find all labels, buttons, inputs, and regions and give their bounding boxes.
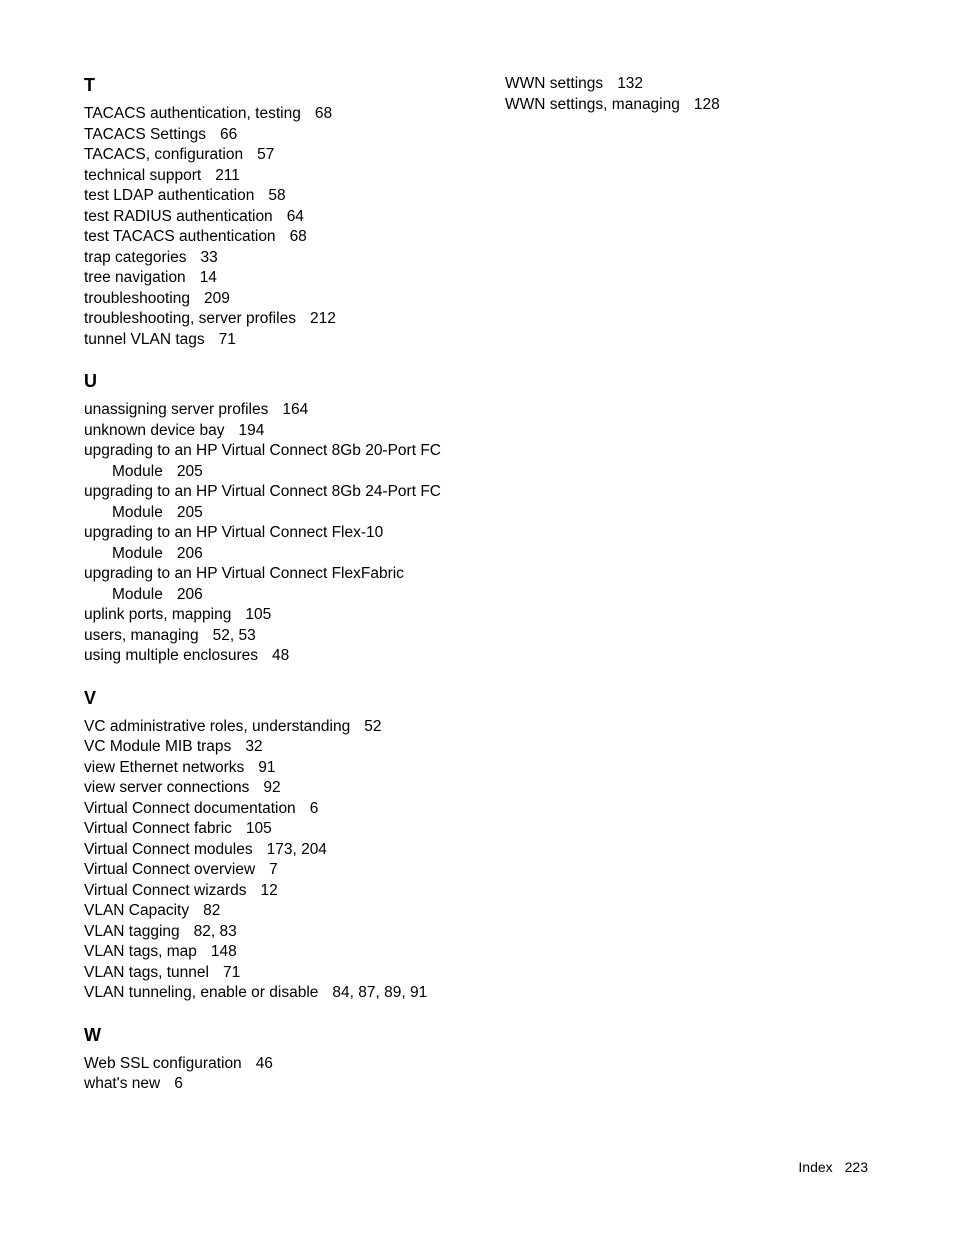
entry-term: test TACACS authentication [84,228,276,245]
entry-term: unassigning server profiles [84,401,269,418]
index-entry [84,963,484,984]
entry-page-refs: 205 [176,462,203,480]
entry-term: Virtual Connect modules [84,840,253,858]
entry-term: WWN settings [505,75,604,92]
entry-term: view Ethernet networks [84,758,245,776]
index-entry [84,482,484,523]
entry-term: TACACS, configuration [84,146,244,163]
entry-page-refs: 82 [203,902,221,919]
index-entry [505,74,905,95]
entry-page-refs: 48 [272,647,290,664]
entry-page-refs: 205 [176,503,203,521]
index-entry [84,901,484,922]
index-entry [84,441,484,482]
index-entry [505,95,905,116]
index-section [84,687,484,1004]
entry-page-refs: 46 [255,1054,273,1072]
entry-term: TACACS Settings [84,125,207,143]
index-entry [84,523,484,564]
entry-page-refs: 58 [268,187,286,204]
entry-page-refs: 66 [220,125,238,143]
entry-page-refs: 14 [199,269,217,286]
entry-page-refs: 32 [245,738,263,755]
entry-term: VLAN Capacity [84,902,190,919]
entry-term-continuation [84,462,484,483]
entry-page-refs: 68 [289,228,307,245]
entry-term: Web SSL configuration [84,1054,242,1072]
entry-page-refs: 6 [174,1075,183,1092]
entry-page-refs: 209 [204,289,230,307]
footer-page-number: 223 [844,1159,868,1175]
entry-page-refs: 82, 83 [193,922,237,940]
entry-term: what's new [84,1075,161,1092]
entry-page-refs: 206 [176,544,203,562]
index-left-column [84,74,484,1115]
index-entry [84,248,484,269]
section-letter-heading: W [84,1024,101,1045]
entry-term: upgrading to an HP Virtual Connect 8Gb 24-Port FC [84,483,441,500]
entry-page-refs: 212 [309,310,336,327]
entry-term: using multiple enclosures [84,647,259,664]
index-entry [84,942,484,963]
index-entry [84,330,484,351]
index-entry [84,227,484,248]
entry-page-refs: 6 [309,799,319,817]
index-section [84,74,484,350]
index-entry [84,983,484,1004]
index-entry [84,717,484,738]
entry-term: Virtual Connect overview [84,861,256,878]
index-section [84,1024,484,1095]
index-entry [84,400,484,421]
entry-page-refs: 71 [218,330,236,348]
index-entry [84,881,484,902]
index-entry [84,421,484,442]
footer-label: Index [798,1159,833,1175]
entry-page-refs: 211 [215,166,240,184]
entry-continuation-text: Module [112,544,163,562]
entry-page-refs: 68 [314,105,333,122]
section-letter-heading: U [84,371,97,391]
entry-term: Virtual Connect wizards [84,881,247,899]
entry-term: WWN settings, managing [505,95,680,113]
entry-page-refs: 12 [260,881,278,899]
entry-term: VLAN tags, map [84,943,197,960]
index-entry [84,758,484,779]
index-entry [84,799,484,820]
entry-page-refs: 164 [282,401,309,418]
entry-term: VLAN tunneling, enable or disable [84,984,319,1001]
entry-page-refs: 173, 204 [266,840,327,858]
index-entry [84,922,484,943]
entry-term: Virtual Connect documentation [84,799,296,817]
index-entry [84,840,484,861]
entry-term: VLAN tags, tunnel [84,963,209,981]
entry-term: upgrading to an HP Virtual Connect 8Gb 20-Port FC [84,442,441,459]
entry-term: uplink ports, mapping [84,606,232,623]
entry-page-refs: 71 [222,963,241,981]
index-entry [84,778,484,799]
entry-page-refs: 64 [286,207,304,225]
index-entry [84,1074,484,1095]
entry-term: VC Module MIB traps [84,738,232,755]
entry-term: troubleshooting [84,289,190,307]
index-entry [84,104,484,125]
entry-term: tree navigation [84,269,186,286]
index-entry [84,268,484,289]
entry-page-refs: 206 [176,585,203,603]
entry-page-refs: 92 [263,779,281,796]
entry-page-refs: 148 [210,943,237,960]
index-entry [84,289,484,310]
entry-continuation-text: Module [112,585,163,603]
index-entry [84,646,484,667]
entry-term: VC administrative roles, understanding [84,717,351,735]
entry-term: unknown device bay [84,421,225,439]
entry-term-continuation [84,503,484,524]
entry-term: view server connections [84,779,250,796]
entry-page-refs: 7 [269,861,278,878]
entry-page-refs: 105 [245,606,272,623]
index-entry [84,564,484,605]
entry-term: users, managing [84,626,199,644]
entry-term: troubleshooting, server profiles [84,310,296,327]
entry-page-refs: 33 [200,248,218,266]
index-entry [84,819,484,840]
entry-page-refs: 105 [245,820,272,837]
index-entry [84,145,484,166]
entry-page-refs: 52, 53 [212,626,256,644]
entry-page-refs: 91 [258,758,276,776]
entry-page-refs: 84, 87, 89, 91 [332,984,428,1001]
page-footer [798,1157,868,1177]
index-entry [84,626,484,647]
entry-term: test LDAP authentication [84,187,255,204]
entry-term-continuation [84,585,484,606]
index-entry [84,186,484,207]
entry-term: upgrading to an HP Virtual Connect Flex-10 [84,524,384,541]
entry-term: test RADIUS authentication [84,207,273,225]
entry-term: upgrading to an HP Virtual Connect FlexFabric [84,565,404,582]
index-entry [84,860,484,881]
index-entry [84,605,484,626]
index-section [84,370,484,667]
entry-term: technical support [84,166,202,184]
entry-term: Virtual Connect fabric [84,820,232,837]
entry-page-refs: 194 [238,421,265,439]
index-entry [84,125,484,146]
index-right-column [505,74,905,115]
index-entry [84,309,484,330]
section-letter-heading: T [84,75,95,95]
entry-page-refs: 128 [693,95,720,113]
entry-term: tunnel VLAN tags [84,330,205,348]
entry-page-refs: 57 [257,146,275,163]
entry-continuation-text: Module [112,503,163,521]
entry-term: trap categories [84,248,187,266]
entry-continuation-text: Module [112,462,163,480]
index-entry [84,207,484,228]
entry-term: VLAN tagging [84,922,180,940]
entry-term-continuation [84,544,484,565]
entry-term: TACACS authentication, testing [84,105,301,122]
entry-page-refs: 132 [617,75,644,92]
index-entry [84,1054,484,1075]
index-entry [84,166,484,187]
entry-page-refs: 52 [364,717,382,735]
index-entry [84,737,484,758]
section-letter-heading: V [84,687,97,708]
